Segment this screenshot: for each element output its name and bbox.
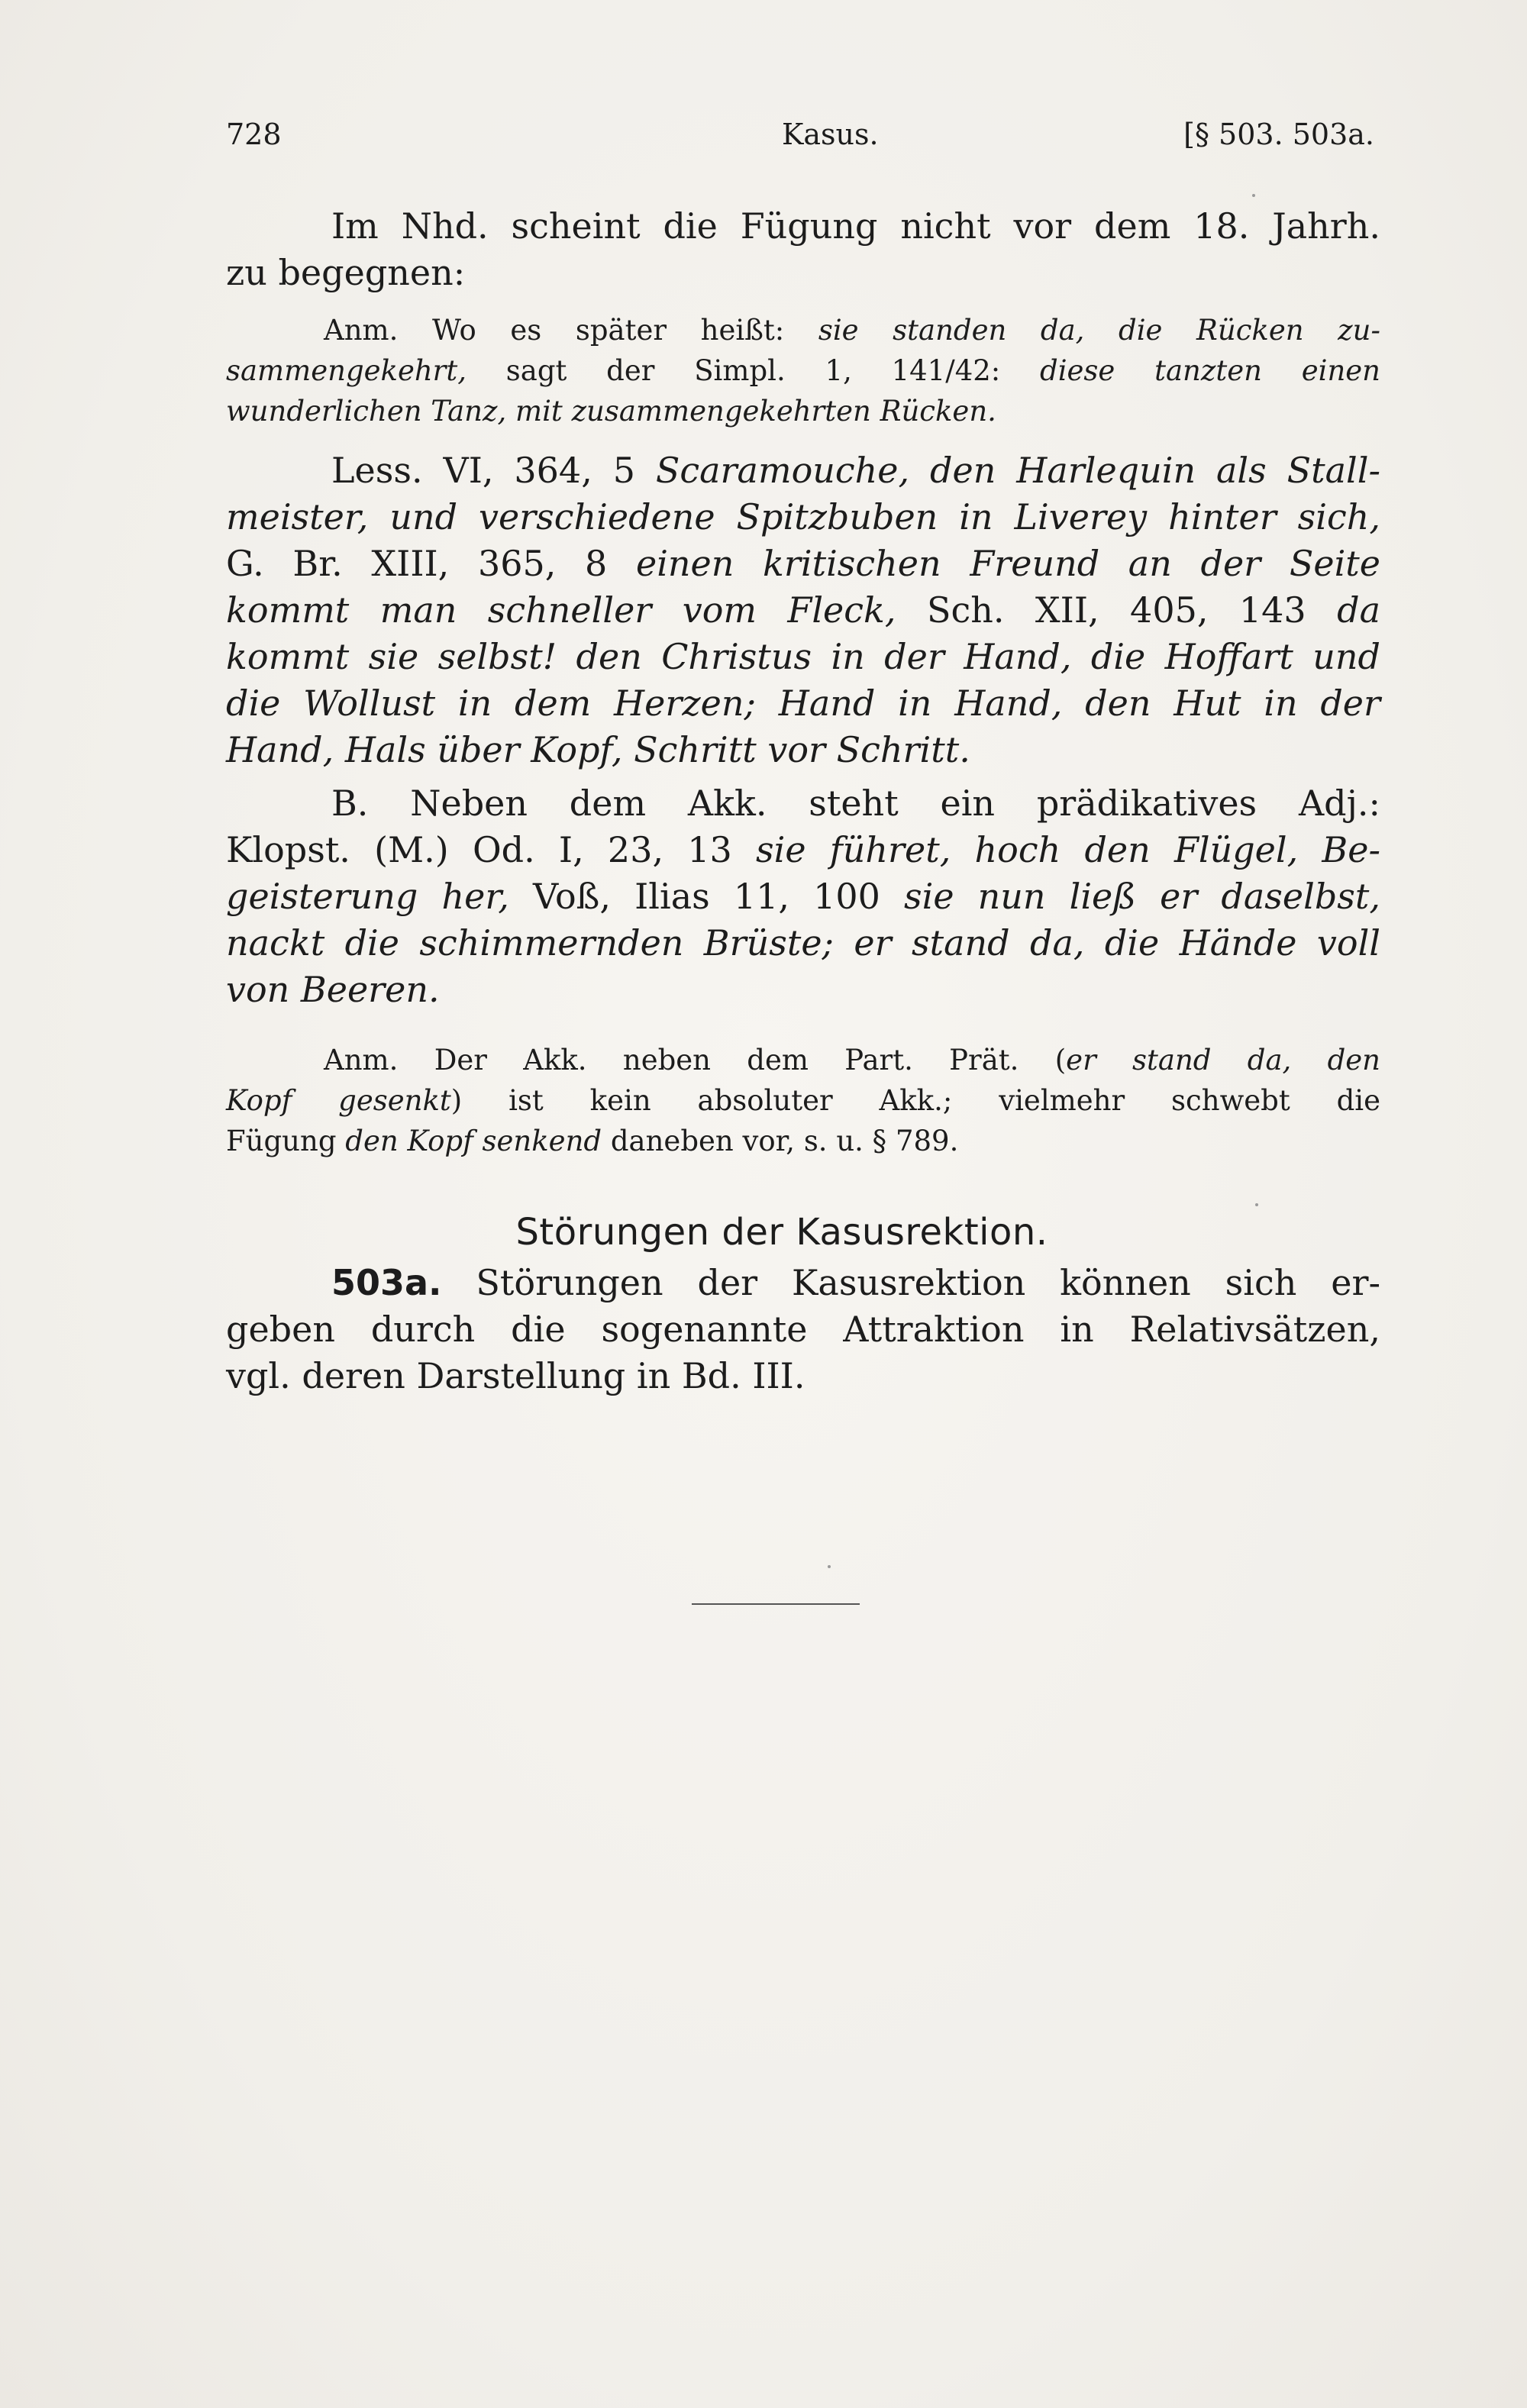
section-b-paragraph [226, 780, 1380, 1013]
text-line: B. Neben dem Akk. steht ein prädikatives Adj.: [331, 783, 1380, 824]
intro-paragraph [226, 203, 1380, 296]
text-line: geisterung her, Voß, Ilias 11, 100 sie nun ließ er daselbst, [226, 876, 1380, 917]
scan-speck [1255, 1203, 1258, 1206]
text-line: kommt sie selbst! den Christus in der Hand, die Hoffart und [226, 636, 1380, 677]
text-line: Im Nhd. scheint die Fügung nicht vor dem 18. Jahrh. [331, 205, 1380, 247]
text-line: G. Br. XIII, 365, 8 einen kritischen Freund an der Seite [226, 543, 1380, 584]
running-title: Kasus. [782, 118, 879, 151]
page-number: 728 [226, 118, 282, 151]
text-line: von Beeren. [226, 969, 440, 1010]
text-line: wunderlichen Tanz, mit zusammengekehrten Rücken. [226, 395, 996, 428]
text-line: Fügung den Kopf senkend daneben vor, s. u. § 789. [226, 1125, 959, 1157]
section-heading: Störungen der Kasusrektion. [515, 1211, 1048, 1254]
text-line: Anm. Der Akk. neben dem Part. Prät. (er stand da, den [324, 1044, 1380, 1076]
text-line: die Wollust in dem Herzen; Hand in Hand, den Hut in der [226, 683, 1380, 724]
section-number: 503a. [331, 1262, 442, 1303]
scan-speck [828, 1565, 831, 1568]
text-line: vgl. deren Darstellung in Bd. III. [226, 1355, 805, 1396]
text-line: kommt man schneller vom Fleck, Sch. XII, 405, 143 da [226, 589, 1380, 631]
end-rule [692, 1603, 860, 1605]
text-line: Kopf gesenkt) ist kein absoluter Akk.; vielmehr schwebt die [226, 1084, 1380, 1117]
text-line: geben durch die sogenannte Attraktion in Relativsätzen, [226, 1309, 1380, 1350]
text-line [226, 1260, 1380, 1306]
quotations-paragraph [226, 447, 1380, 773]
scan-speck [1252, 194, 1255, 197]
text-line: zu begegnen: [226, 252, 466, 293]
text-line: Hand, Hals über Kopf, Schritt vor Schritt. [226, 729, 970, 770]
text-line: Less. VI, 364, 5 Scaramouche, den Harlequin als Stall- [331, 450, 1380, 491]
text-line: meister, und verschiedene Spitzbuben in Liverey hinter sich, [226, 496, 1380, 537]
annotation-2 [226, 1040, 1380, 1161]
running-header [226, 113, 1374, 156]
text-line: nackt die schimmernden Brüste; er stand da, die Hände voll [226, 922, 1380, 964]
text-line: Anm. Wo es später heißt: sie standen da, die Rücken zu- [324, 314, 1380, 347]
text-line: Klopst. (M.) Od. I, 23, 13 sie führet, hoch den Flügel, Be- [226, 829, 1380, 870]
section-text: Störungen der Kasusrektion können sich er- [476, 1262, 1380, 1303]
text-line: sammengekehrt, sagt der Simpl. 1, 141/42: diese tanzten einen [226, 354, 1380, 387]
section-reference: [§ 503. 503a. [1183, 118, 1374, 151]
annotation-1 [226, 310, 1380, 431]
section-503a-paragraph [226, 1260, 1380, 1399]
